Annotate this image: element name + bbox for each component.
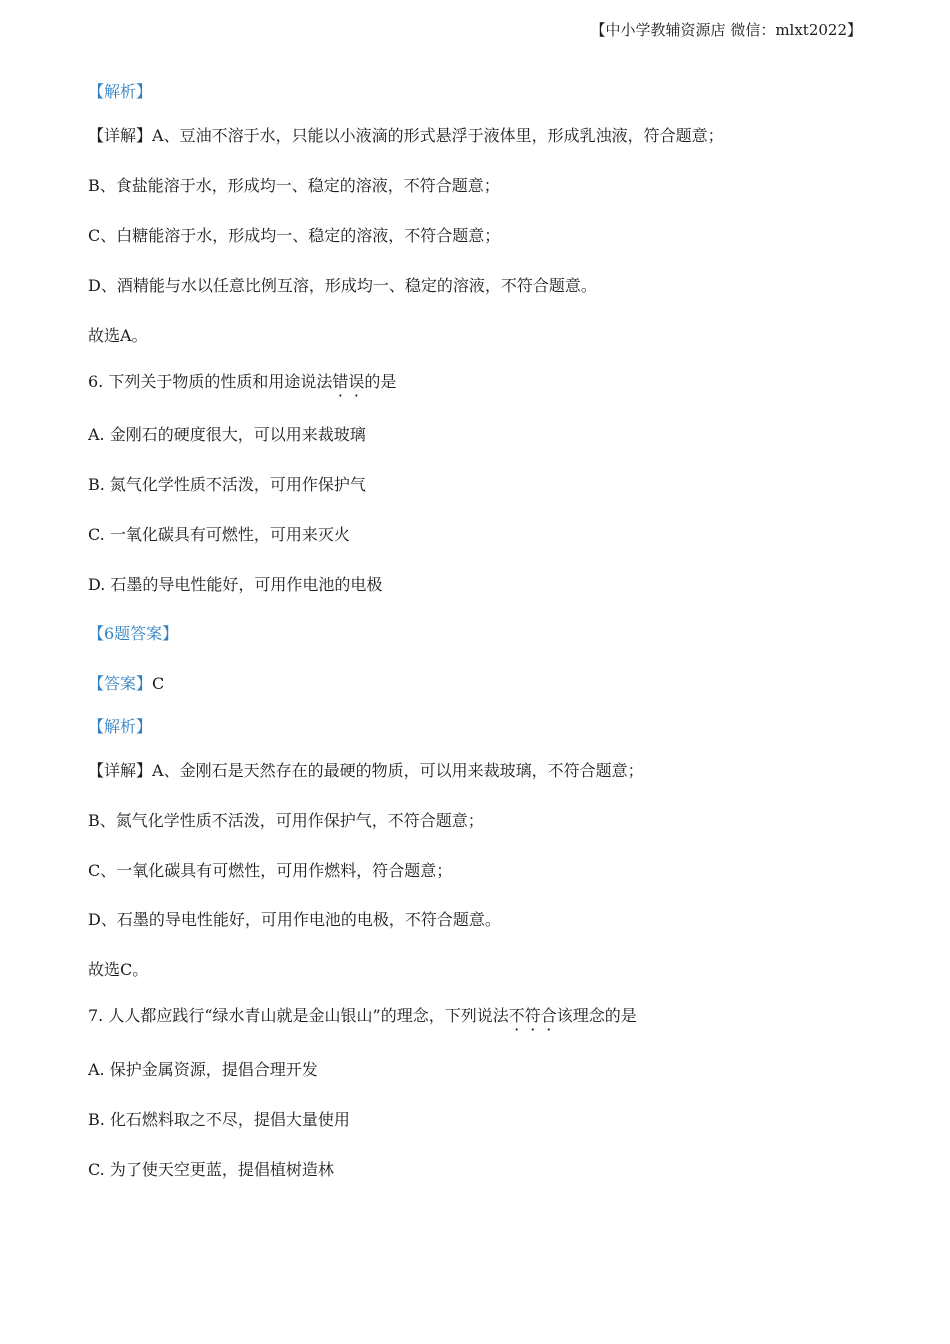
- q5-detail-line-d: D、酒精能与水以任意比例互溶，形成均一、稳定的溶液，不符合题意。: [88, 276, 597, 295]
- q6-detail-line-c: C、一氧化碳具有可燃性，可用作燃料，符合题意；: [88, 861, 453, 880]
- q7-emphasis-char: 不: [508, 1006, 525, 1025]
- q6-option-d: D. 石墨的导电性能好，可用作电池的电极: [88, 575, 383, 594]
- q6-emphasis-char: 误: [348, 372, 365, 391]
- q6-detail-line-d: D、石墨的导电性能好，可用作电池的电极，不符合题意。: [88, 910, 501, 929]
- q6-conclusion: 故选C。: [88, 960, 149, 979]
- q7-option-a: A. 保护金属资源，提倡合理开发: [88, 1060, 318, 1079]
- q6-emphasis-char: 错: [332, 372, 349, 391]
- q5-detail-line-b: B、食盐能溶于水，形成均一、稳定的溶液，不符合题意；: [88, 176, 500, 195]
- q7-option-c: C. 为了使天空更蓝，提倡植树造林: [88, 1160, 334, 1179]
- detail-label: 【详解】: [88, 761, 153, 780]
- q6-stem-prefix: 6. 下列关于物质的性质和用途说法: [88, 372, 333, 391]
- detail-text: A、金刚石是天然存在的最硬的物质，可以用来裁玻璃，不符合题意；: [152, 761, 644, 780]
- q6-detail-line-a: [88, 761, 644, 781]
- answer-value: C: [152, 674, 165, 693]
- q6-stem-suffix: 的是: [364, 372, 397, 391]
- q5-detail-line-a: [88, 126, 724, 146]
- q6-option-b: B. 氮气化学性质不活泼，可用作保护气: [88, 475, 366, 494]
- q6-answer-section-label: 【6题答案】: [88, 624, 179, 643]
- q7-stem: [88, 1006, 637, 1026]
- q5-conclusion: 故选A。: [88, 326, 148, 345]
- q7-emphasis-char: 符: [524, 1006, 541, 1025]
- q6-analysis-label: 【解析】: [88, 717, 153, 736]
- q6-answer: [88, 674, 164, 694]
- q7-option-b: B. 化石燃料取之不尽，提倡大量使用: [88, 1110, 350, 1129]
- q7-emphasis-char: 合: [540, 1006, 557, 1025]
- q5-analysis-label: 【解析】: [88, 82, 153, 101]
- q6-detail-line-b: B、氮气化学性质不活泼，可用作保护气，不符合题意；: [88, 811, 484, 830]
- q6-option-c: C. 一氧化碳具有可燃性，可用来灭火: [88, 525, 350, 544]
- page-header-watermark: 【中小学教辅资源店 微信：mlxt2022】: [590, 21, 862, 39]
- q7-stem-prefix: 7. 人人都应践行“绿水青山就是金山银山”的理念，下列说法: [88, 1006, 509, 1025]
- q6-option-a: A. 金刚石的硬度很大，可以用来裁玻璃: [88, 425, 366, 444]
- detail-text: A、豆油不溶于水，只能以小液滴的形式悬浮于液体里，形成乳浊液，符合题意；: [152, 126, 724, 145]
- detail-label: 【详解】: [88, 126, 153, 145]
- q5-detail-line-c: C、白糖能溶于水，形成均一、稳定的溶液，不符合题意；: [88, 226, 501, 245]
- q7-stem-suffix: 该理念的是: [556, 1006, 637, 1025]
- q6-stem: [88, 372, 396, 392]
- answer-label: 【答案】: [88, 674, 153, 693]
